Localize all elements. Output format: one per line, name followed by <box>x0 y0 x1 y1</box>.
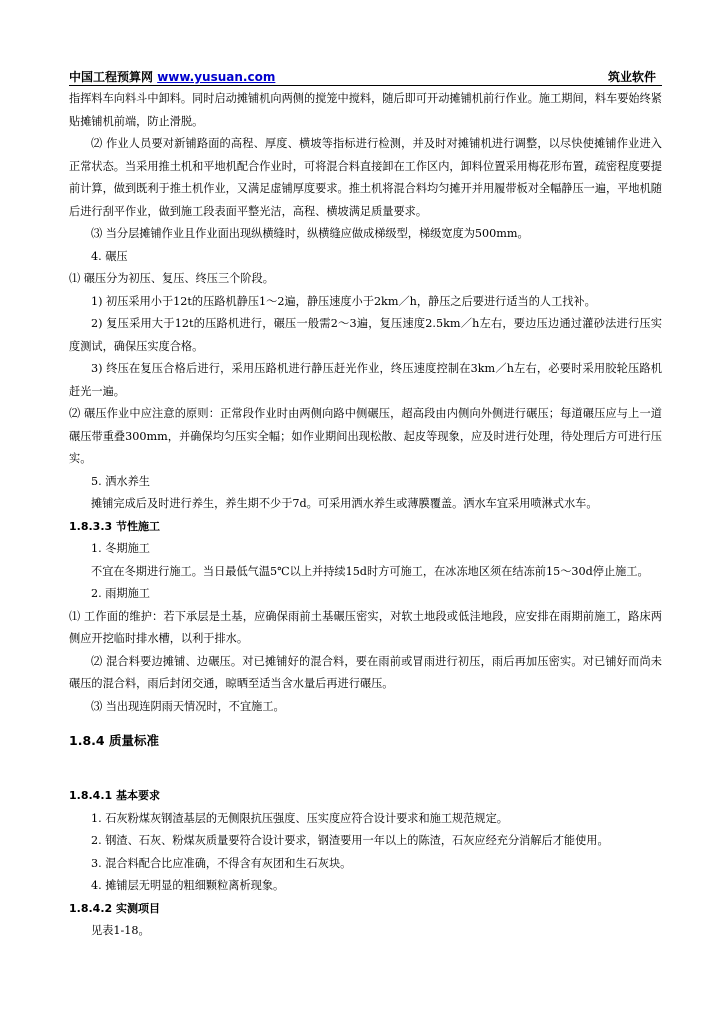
paragraph: 摊铺完成后及时进行养生，养生期不少于7d。可采用洒水养生或薄膜覆盖。洒水车宜采用喷淋式水车。 <box>91 497 598 510</box>
document-body <box>69 88 662 943</box>
header-site <box>69 68 275 85</box>
paragraph: 3. 混合料配合比应准确，不得含有灰团和生石灰块。 <box>91 856 352 870</box>
paragraph: ⑵ 混合料要边摊铺、边碾压。对已摊铺好的混合料，要在雨前或冒雨进行初压，雨后再加压密实。对已铺好而尚未碾压的混合料，雨后封闭交通，晾晒至适当含水量后再进行碾压。 <box>69 654 662 690</box>
paragraph: 1) 初压采用小于12t的压路机静压1～2遍，静压速度小于2km／h，静压之后要进行适当的人工找补。 <box>91 294 596 308</box>
section-heading-1-8-4-2: 1.8.4.2 实测项目 <box>69 901 160 915</box>
paragraph: 3) 终压在复压合格后进行，采用压路机进行静压赶光作业，终压速度控制在3km／h左右，必要时采用胶轮压路机赶光一遍。 <box>69 362 662 398</box>
site-name: 中国工程预算网 <box>69 70 158 84</box>
paragraph: ⑵ 碾压作业中应注意的原则：正常段作业时由两侧向路中侧碾压，超高段由内侧向外侧进行碾压；每道碾压应与上一道碾压带重叠300mm，并确保均匀压实全幅；如作业期间出现松散、起皮等现象，应及时进行处理，待处理后方可进行压实。 <box>69 407 662 465</box>
paragraph: 见表1-18。 <box>91 924 150 937</box>
section-heading-1-8-3-3: 1.8.3.3 节性施工 <box>69 519 160 533</box>
subheading: 4. 碾压 <box>91 249 128 263</box>
paragraph: 不宜在冬期进行施工。当日最低气温5℃以上并持续15d时方可施工，在冰冻地区须在结冻前15～30d停止施工。 <box>91 564 649 578</box>
subheading: 2. 雨期施工 <box>91 587 150 600</box>
paragraph: ⑶ 当出现连阴雨天情况时，不宜施工。 <box>91 699 285 713</box>
paragraph: ⑶ 当分层摊铺作业且作业面出现纵横缝时，纵横缝应做成梯级型，梯级宽度为500mm。 <box>91 227 529 240</box>
paragraph: ⑵ 作业人员要对新铺路面的高程、厚度、横坡等指标进行检测，并及时对摊铺机进行调整，以尽快使摊铺作业进入正常状态。当采用推土机和平地机配合作业时，可将混合料直接卸在工作区内，卸料位置采用梅花形布置，疏密程度要提前计算，做到既利于推土机作业，又满足虚铺厚度要求。推土机将混合料均匀摊开并用履带板对全幅静压一遍，平地机随后进行刮平作业，做到施工段表面平整光洁，高程、横坡满足质量要求。 <box>69 137 662 218</box>
paragraph: ⑴ 工作面的维护：若下承层是土基，应确保雨前土基碾压密实，对软土地段或低洼地段，应安排在雨期前施工，路床两侧应开挖临时排水槽，以利于排水。 <box>69 609 662 645</box>
header-brand: 筑业软件 <box>607 70 656 84</box>
paragraph: 2. 钢渣、石灰、粉煤灰质量要符合设计要求，钢渣要用一年以上的陈渣，石灰应经充分消解后才能使用。 <box>91 834 609 847</box>
paragraph: 4. 摊铺层无明显的粗细颗粒离析现象。 <box>91 879 285 892</box>
section-heading-1-8-4-1: 1.8.4.1 基本要求 <box>69 789 160 802</box>
section-heading-1-8-4: 1.8.4 质量标准 <box>69 733 159 748</box>
subheading: 1. 冬期施工 <box>91 542 150 555</box>
page-header <box>69 67 662 86</box>
paragraph: 指挥料车向料斗中卸料。同时启动摊铺机向两侧的搅笼中搅料，随后即可开动摊铺机前行作业。施工期间，料车要始终紧贴摊铺机前端，防止滑脱。 <box>69 92 662 128</box>
site-url-link[interactable]: www.yusuan.com <box>157 70 276 84</box>
paragraph: 2) 复压采用大于12t的压路机进行，碾压一般需2～3遍，复压速度2.5km／h左右，要边压边通过灌砂法进行压实度测试，确保压实度合格。 <box>69 317 662 353</box>
paragraph: ⑴ 碾压分为初压、复压、终压三个阶段。 <box>69 272 274 285</box>
paragraph: 1. 石灰粉煤灰钢渣基层的无侧限抗压强度、压实度应符合设计要求和施工规范规定。 <box>91 811 508 825</box>
subheading: 5. 洒水养生 <box>91 474 150 488</box>
